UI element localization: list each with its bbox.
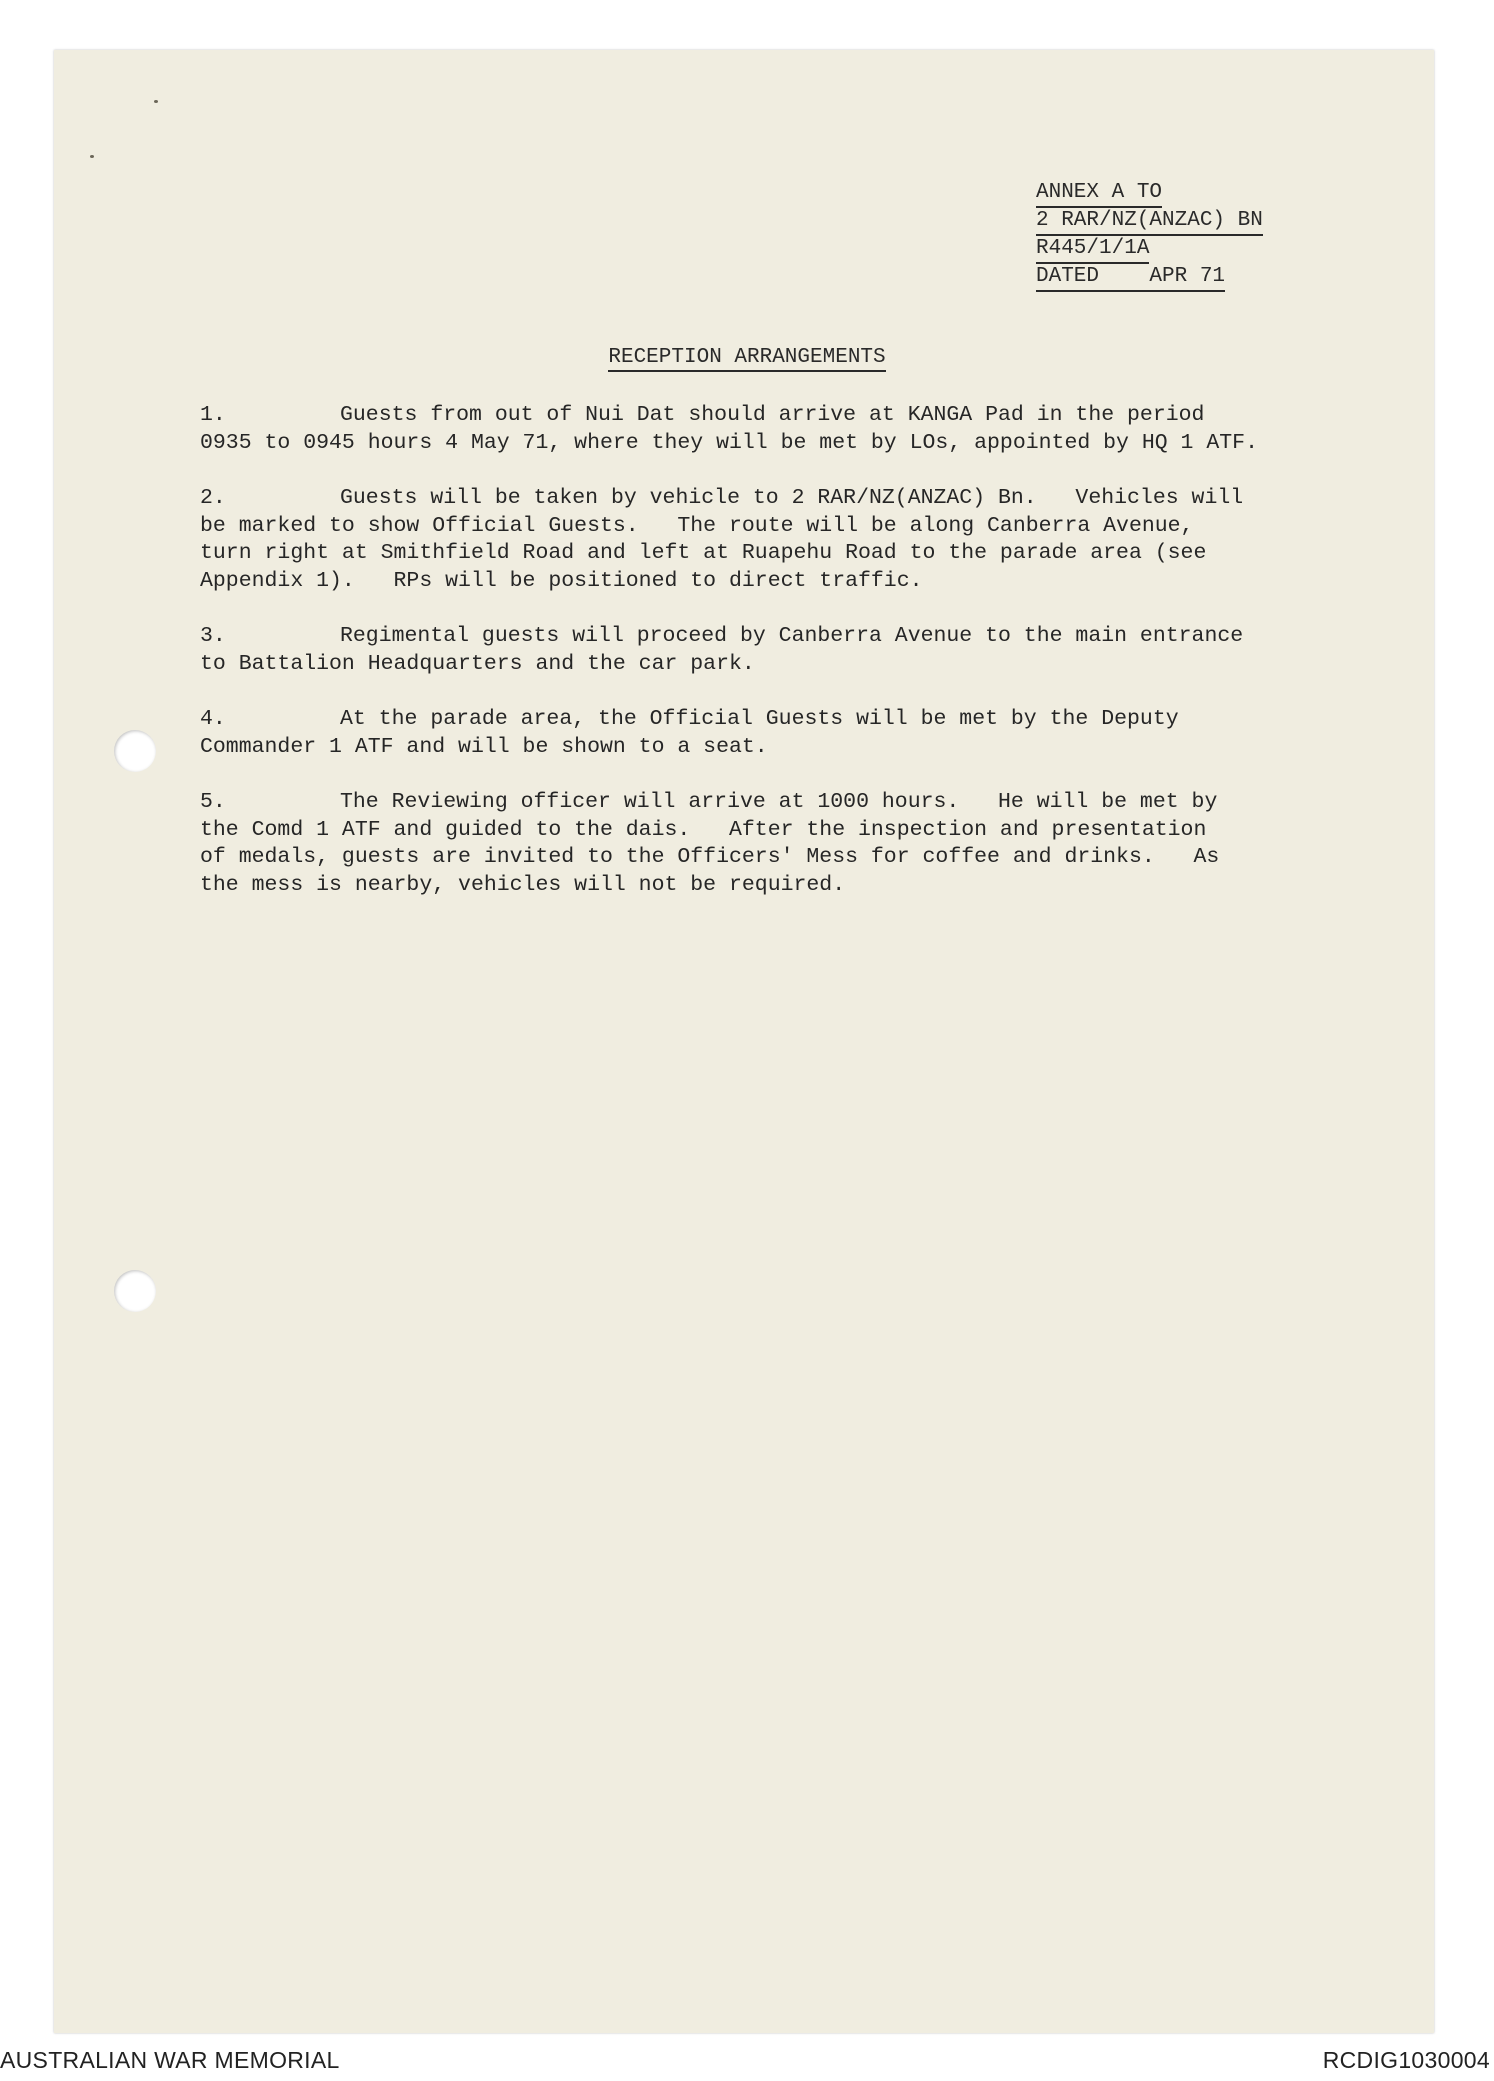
paragraph-line: Regimental guests will proceed by Canberra Avenue to the main entrance [340,624,1244,648]
paragraph-line: be marked to show Official Guests. The route will be along Canberra Avenue, [200,513,1194,538]
paragraph-line: to Battalion Headquarters and the car park. [200,651,755,676]
paragraph-number: 5. [200,790,226,814]
annex-line-1: ANNEX A TO [1036,180,1162,208]
punch-hole-upper [114,730,156,772]
paragraph-line: Commander 1 ATF and will be shown to a seat. [200,734,768,759]
punch-hole-lower [114,1270,156,1312]
document-title-text: RECEPTION ARRANGEMENTS [608,346,885,372]
paper-speck [154,100,158,103]
paragraph-number: 1. [200,403,226,427]
paragraph-number: 2. [200,486,226,510]
paragraph-line: Guests from out of Nui Dat should arrive at KANGA Pad in the period [340,403,1205,427]
paragraph-number: 4. [200,707,226,731]
annex-line-4: DATED APR 71 [1036,264,1225,292]
paragraph-line: the Comd 1 ATF and guided to the dais. After the inspection and presentation [200,817,1207,842]
annex-reference-block [1036,180,1263,292]
footer-source-label: AUSTRALIAN WAR MEMORIAL [0,2047,340,2073]
paragraph-5 [200,789,1340,899]
paper-speck [90,155,94,158]
annex-line-3: R445/1/1A [1036,236,1149,264]
document-title [0,346,1494,369]
paragraph-line: The Reviewing officer will arrive at 1000 hours. He will be met by [340,790,1218,814]
paragraph-line: turn right at Smithfield Road and left at Ruapehu Road to the parade area (see [200,541,1207,565]
paragraph-line: of medals, guests are invited to the Officers' Mess for coffee and drinks. As [200,845,1220,869]
paragraph-line: the mess is nearby, vehicles will not be required. [200,872,846,897]
paragraph-1 [200,402,1340,457]
paragraph-line: 0935 to 0945 hours 4 May 71, where they will be met by LOs, appointed by HQ 1 ATF. [200,430,1258,455]
paragraph-number: 3. [200,624,226,648]
paragraph-line: Appendix 1). RPs will be positioned to direct traffic. [200,568,923,593]
paragraph-2 [200,485,1340,595]
footer-reference-id: RCDIG1030004 [1322,2047,1490,2073]
paragraph-line: Guests will be taken by vehicle to 2 RAR/NZ(ANZAC) Bn. Vehicles will [340,486,1244,510]
annex-line-2: 2 RAR/NZ(ANZAC) BN [1036,208,1263,236]
document-body [200,402,1340,927]
paragraph-4 [200,706,1340,761]
paragraph-3 [200,623,1340,678]
paragraph-line: At the parade area, the Official Guests will be met by the Deputy [340,707,1179,731]
